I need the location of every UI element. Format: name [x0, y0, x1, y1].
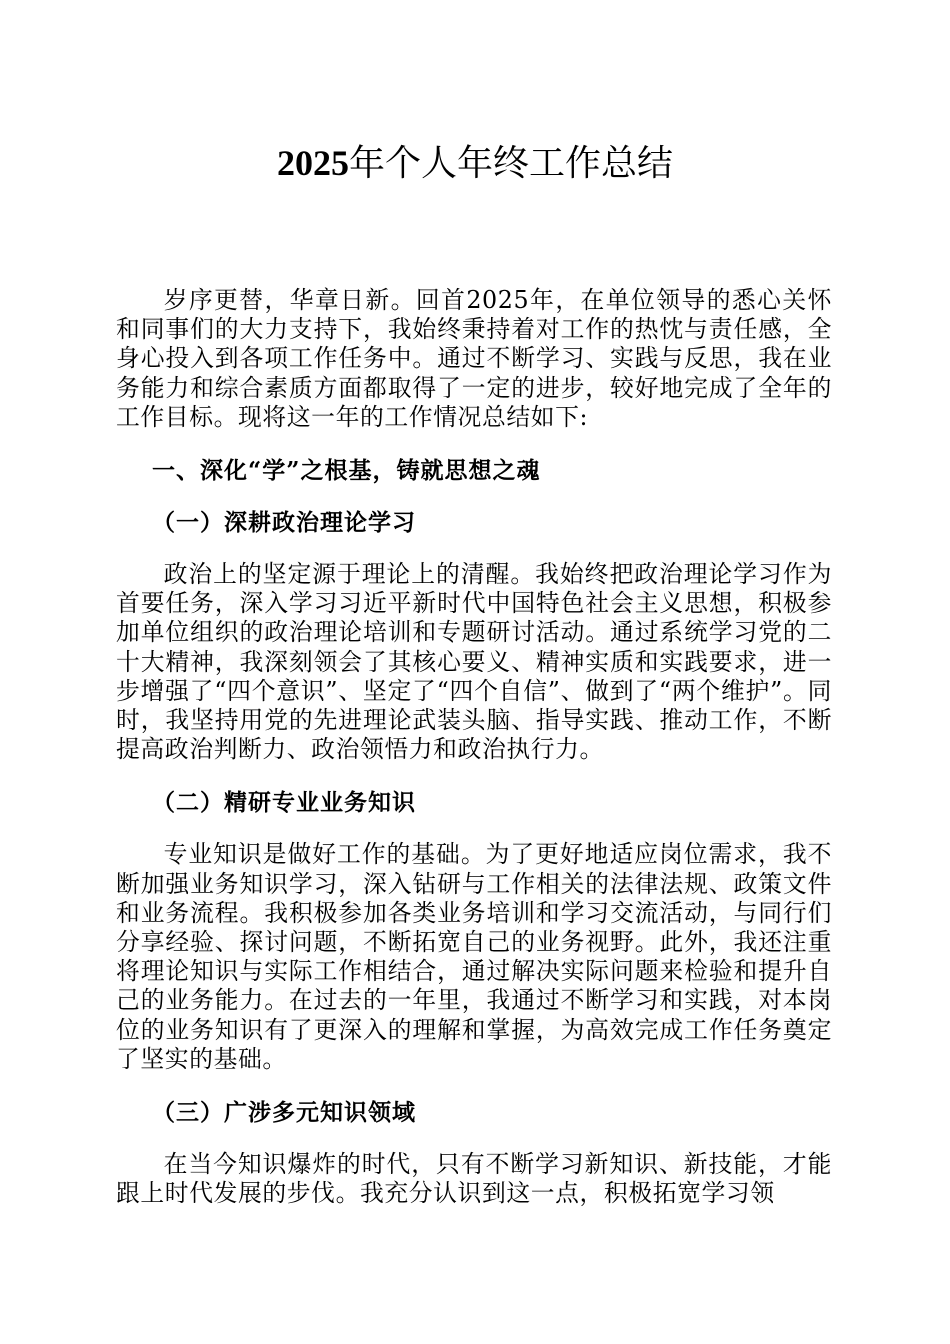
title-year: 2025: [276, 143, 349, 184]
intro-paragraph: 岁序更替，华章日新。回首2025年，在单位领导的悉心关怀和同事们的大力支持下，我始终秉持着对工作的热忱与责任感，全身心投入到各项工作任务中。通过不断学习、实践与反思，我在业务能力和综合素质方面都取得了一定的进步，较好地完成了全年的工作目标。现将这一年的工作情况总结如下:: [116, 286, 832, 431]
section-heading-1: 一、深化“学”之根基，铸就思想之魂: [152, 457, 541, 485]
title-text: 年个人年终工作总结: [348, 143, 673, 185]
subsection-heading-2: （二）精研专业业务知识: [152, 789, 416, 817]
subsection-paragraph-2: 专业知识是做好工作的基础。为了更好地适应岗位需求，我不断加强业务知识学习，深入钻研与工作相关的法律法规、政策文件和业务流程。我积极参加各类业务培训和学习交流活动，与同行们分享经验、探讨问题，不断拓宽自己的业务视野。此外，我还注重将理论知识与实际工作相结合，通过解决实际问题来检验和提升自己的业务能力。在过去的一年里，我通过不断学习和实践，对本岗位的业务知识有了更深入的理解和掌握，为高效完成工作任务奠定了坚实的基础。: [116, 840, 832, 1073]
document-body: [116, 286, 832, 1208]
document-title: [0, 138, 950, 189]
subsection-paragraph-3: 在当今知识爆炸的时代，只有不断学习新知识、新技能，才能跟上时代发展的步伐。我充分认识到这一点，积极拓宽学习领: [116, 1150, 832, 1208]
subsection-heading-1: （一）深耕政治理论学习: [152, 509, 416, 537]
subsection-heading-3: （三）广涉多元知识领域: [152, 1099, 416, 1127]
subsection-paragraph-1: 政治上的坚定源于理论上的清醒。我始终把政治理论学习作为首要任务，深入学习习近平新时代中国特色社会主义思想，积极参加单位组织的政治理论培训和专题研讨活动。通过系统学习党的二十大精神，我深刻领会了其核心要义、精神实质和实践要求，进一步增强了“四个意识”、坚定了“四个自信”、做到了“两个维护”。同时，我坚持用党的先进理论武装头脑、指导实践、推动工作，不断提高政治判断力、政治领悟力和政治执行力。: [116, 560, 832, 764]
